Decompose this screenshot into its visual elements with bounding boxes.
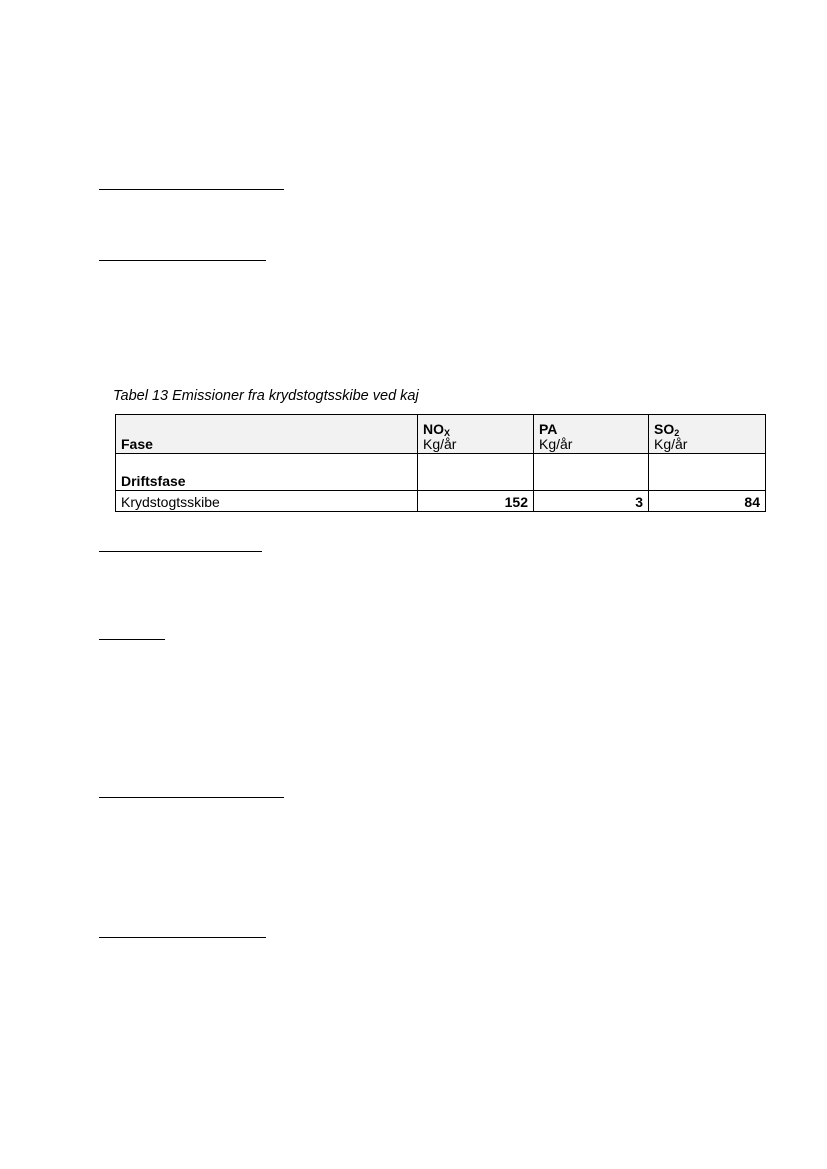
header-so2: $SO_2$ Kg/år [649,415,766,454]
heading-underline-3 [99,551,262,552]
heading-underline-5 [99,797,284,798]
row-label: Krydstogtsskibe [116,491,418,512]
heading-underline-4 [99,639,165,640]
heading-underline-2 [99,260,266,261]
table-caption: Tabel 13 Emissioner fra krydstogtsskibe ved kaj [113,388,419,404]
row-pa-value: 3 [534,491,649,512]
row-nox-value: 152 [418,491,534,512]
section-label: Driftsfase [116,454,418,491]
header-nox: $NO_X$ Kg/år [418,415,534,454]
header-pa: PA Kg/år [534,415,649,454]
header-phase: Fase [116,415,418,454]
row-so2-value: 84 [649,491,766,512]
heading-underline-6 [99,937,266,938]
table-row [116,491,766,512]
emissions-table [115,414,766,512]
table-section-row [116,454,766,491]
heading-underline-1 [99,189,284,190]
table-header-row [116,415,766,454]
